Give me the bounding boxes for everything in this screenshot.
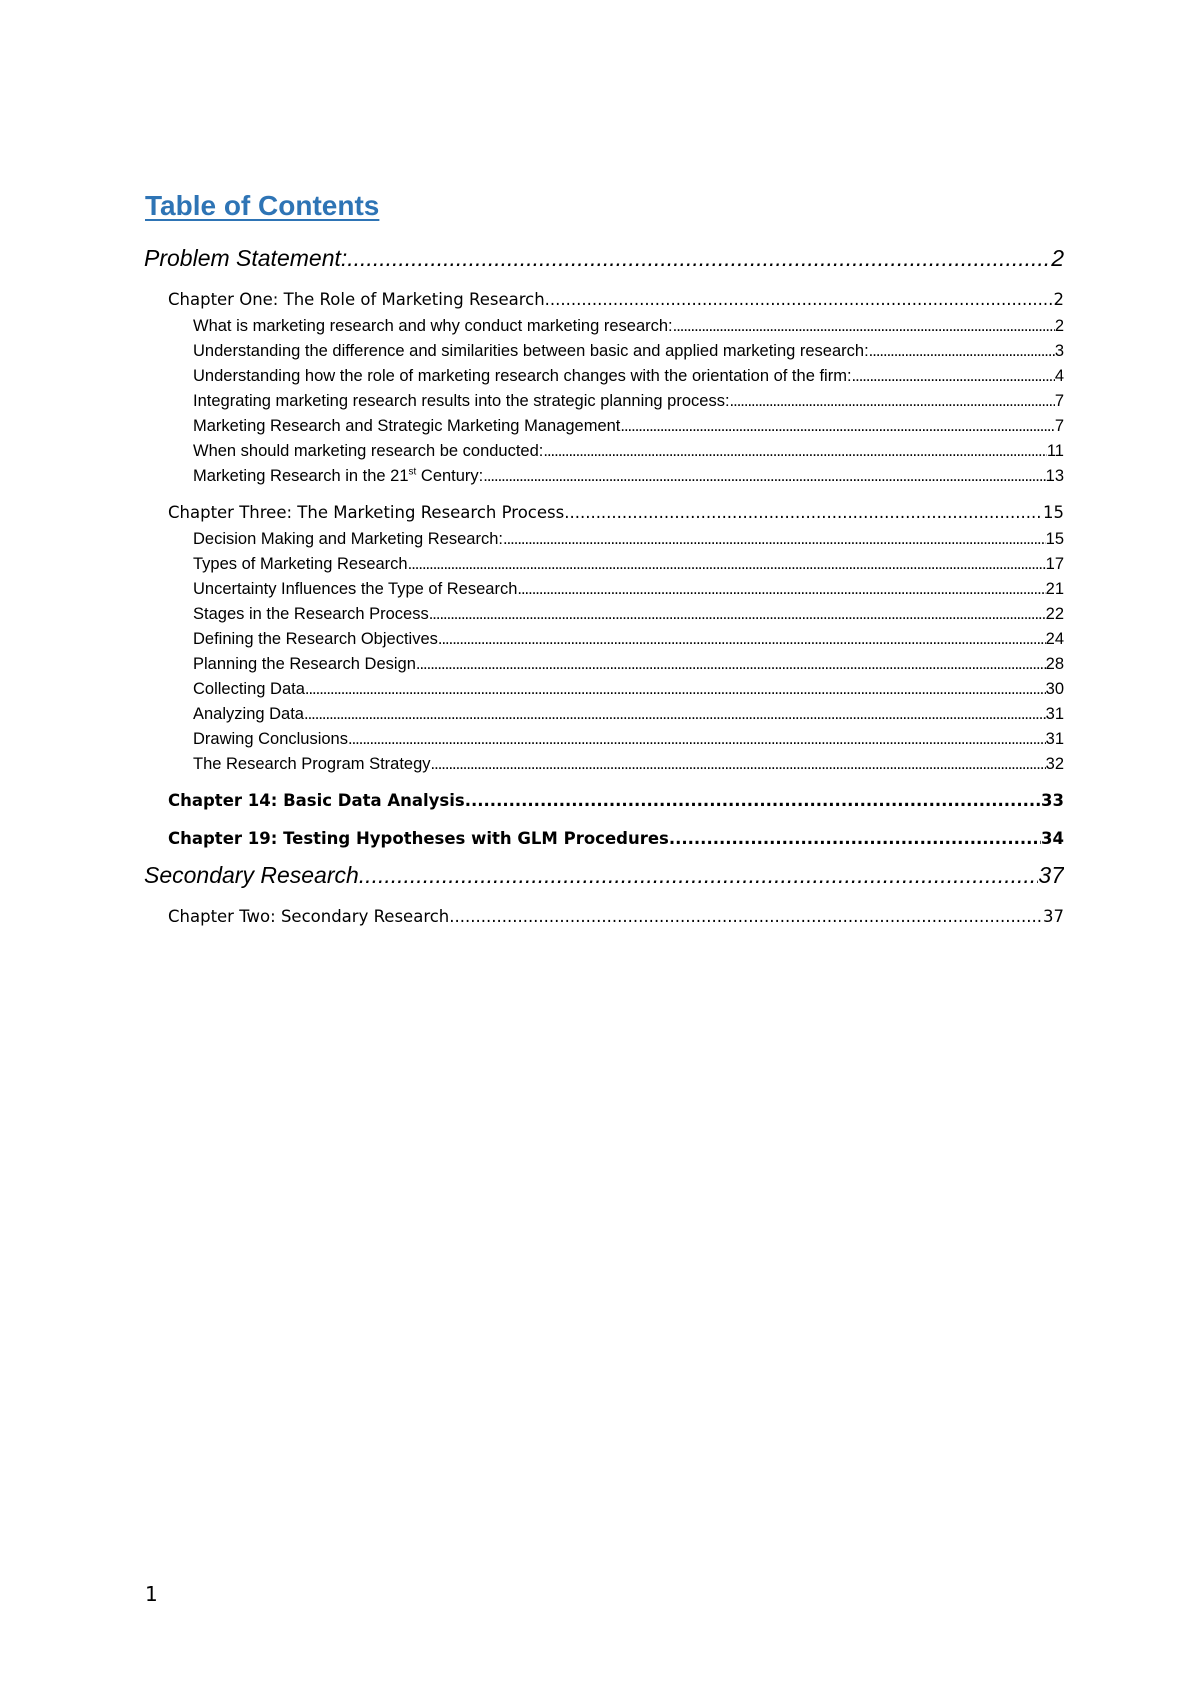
toc-entry-level-1[interactable] <box>144 857 1064 893</box>
dot-leader <box>347 240 1051 276</box>
toc-entry-page-number: 11 <box>1046 442 1064 460</box>
dot-leader <box>359 857 1039 893</box>
toc-entry-label: Integrating marketing research results into the strategic planning process: <box>193 392 730 410</box>
toc-entry-page-number: 7 <box>1054 392 1064 410</box>
toc-entry-label: Drawing Conclusions <box>193 730 348 748</box>
toc-entry-level-3[interactable] <box>144 677 1064 702</box>
toc-entry-level-2[interactable] <box>144 286 1064 314</box>
toc-entry-level-3[interactable] <box>144 339 1064 364</box>
dot-leader <box>564 499 1043 527</box>
toc-entry-label: Chapter Three: The Marketing Research Process <box>168 503 565 522</box>
toc-entry-page-number: 17 <box>1045 555 1064 573</box>
toc-entry-level-3[interactable] <box>144 702 1064 727</box>
toc-entry-level-2[interactable] <box>144 903 1064 931</box>
toc-entry-level-3[interactable] <box>144 364 1064 389</box>
dot-leader <box>869 339 1055 364</box>
toc-entry-page-number: 2 <box>1053 290 1064 309</box>
dot-leader <box>550 286 1054 314</box>
toc-entry-level-3[interactable] <box>144 727 1064 752</box>
dot-leader <box>673 314 1055 339</box>
toc-entry-level-2[interactable] <box>144 787 1064 815</box>
toc-entry-label: Chapter One: The Role of Marketing Research. <box>168 290 550 309</box>
toc-entry-page-number: 33 <box>1041 791 1064 810</box>
toc-entry-label: Understanding how the role of marketing research changes with the orientation of the firm: <box>193 367 852 385</box>
toc-entry-label: Understanding the difference and similarities between basic and applied marketing research: <box>193 342 869 360</box>
dot-leader <box>416 652 1046 677</box>
toc-entry-label: Marketing Research and Strategic Marketing Management <box>193 417 621 435</box>
toc-entry-page-number: 21 <box>1045 580 1064 598</box>
toc-entry-level-3[interactable] <box>144 602 1064 627</box>
toc-entry-label: Chapter 14: Basic Data Analysis <box>168 791 465 810</box>
toc-entry-label: Types of Marketing Research <box>193 555 408 573</box>
dot-leader <box>431 752 1046 777</box>
dot-leader <box>543 439 1046 464</box>
toc-entry-level-3[interactable] <box>144 652 1064 677</box>
toc-entry-page-number: 34 <box>1041 829 1064 848</box>
dot-leader <box>517 577 1045 602</box>
toc-entry-page-number: 31 <box>1045 705 1064 723</box>
toc-entry-label: Chapter 19: Testing Hypotheses with GLM Procedures <box>168 829 669 848</box>
toc-entry-level-2[interactable] <box>144 825 1064 853</box>
toc-entry-label: Chapter Two: Secondary Research <box>168 907 450 926</box>
toc-entry-level-3[interactable] <box>144 414 1064 439</box>
toc-entry-page-number: 2 <box>1051 245 1064 271</box>
toc-entry-page-number: 37 <box>1038 862 1064 888</box>
toc-entry-page-number: 15 <box>1045 530 1064 548</box>
dot-leader <box>305 677 1046 702</box>
dot-leader <box>348 727 1046 752</box>
toc-entry-label: Secondary Research <box>144 862 359 888</box>
toc-entry-page-number: 7 <box>1054 417 1064 435</box>
toc-list <box>144 240 1064 931</box>
toc-entry-level-1[interactable] <box>144 240 1064 276</box>
toc-entry-page-number: 3 <box>1054 342 1064 360</box>
toc-entry-page-number: 22 <box>1045 605 1064 623</box>
dot-leader <box>503 527 1046 552</box>
toc-entry-level-3[interactable] <box>144 389 1064 414</box>
toc-entry-level-3[interactable] <box>144 527 1064 552</box>
toc-entry-page-number: 4 <box>1054 367 1064 385</box>
toc-entry-page-number: 32 <box>1045 755 1064 773</box>
toc-title: Table of Contents <box>145 190 380 221</box>
dot-leader <box>429 602 1046 627</box>
toc-entry-label: Stages in the Research Process <box>193 605 429 623</box>
toc-entry-page-number: 15 <box>1043 503 1064 522</box>
toc-entry-label: The Research Program Strategy <box>193 755 431 773</box>
dot-leader <box>304 702 1046 727</box>
dot-leader <box>483 464 1045 489</box>
toc-entry-page-number: 2 <box>1054 317 1064 335</box>
toc-entry-level-2[interactable] <box>144 499 1064 527</box>
toc-entry-page-number: 30 <box>1045 680 1064 698</box>
toc-entry-level-3[interactable] <box>144 627 1064 652</box>
toc-entry-level-3[interactable] <box>144 314 1064 339</box>
toc-entry-label: What is marketing research and why conduct marketing research: <box>193 317 673 335</box>
toc-entry-label: Collecting Data <box>193 680 305 698</box>
superscript: st <box>408 466 417 478</box>
toc-entry-level-3[interactable] <box>144 752 1064 777</box>
toc-entry-label: Problem Statement: <box>144 245 348 271</box>
dot-leader <box>669 825 1041 853</box>
dot-leader <box>449 903 1043 931</box>
toc-entry-page-number: 37 <box>1043 907 1064 926</box>
toc-entry-page-number: 28 <box>1045 655 1064 673</box>
page-number: 1 <box>145 1582 158 1606</box>
toc-entry-label: Planning the Research Design <box>193 655 416 673</box>
dot-leader <box>438 627 1046 652</box>
toc-entry-level-3[interactable] <box>144 577 1064 602</box>
toc-entry-level-3[interactable] <box>144 464 1064 489</box>
toc-entry-level-3[interactable] <box>144 439 1064 464</box>
toc-entry-page-number: 31 <box>1045 730 1064 748</box>
dot-leader <box>852 364 1055 389</box>
dot-leader <box>408 552 1046 577</box>
toc-entry-label: Defining the Research Objectives <box>193 630 438 648</box>
dot-leader <box>465 787 1041 815</box>
toc-entry-page-number: 24 <box>1045 630 1064 648</box>
dot-leader <box>620 414 1054 439</box>
toc-entry-level-3[interactable] <box>144 552 1064 577</box>
toc-entry-label: Uncertainty Influences the Type of Research <box>193 580 518 598</box>
toc-entry-label: Marketing Research in the 21st Century: <box>193 466 484 485</box>
toc-entry-label: Analyzing Data <box>193 705 304 723</box>
toc-entry-page-number: 13 <box>1045 467 1064 485</box>
dot-leader <box>730 389 1055 414</box>
toc-entry-label: When should marketing research be conducted: <box>193 442 544 460</box>
toc-entry-label: Decision Making and Marketing Research: <box>193 530 503 548</box>
